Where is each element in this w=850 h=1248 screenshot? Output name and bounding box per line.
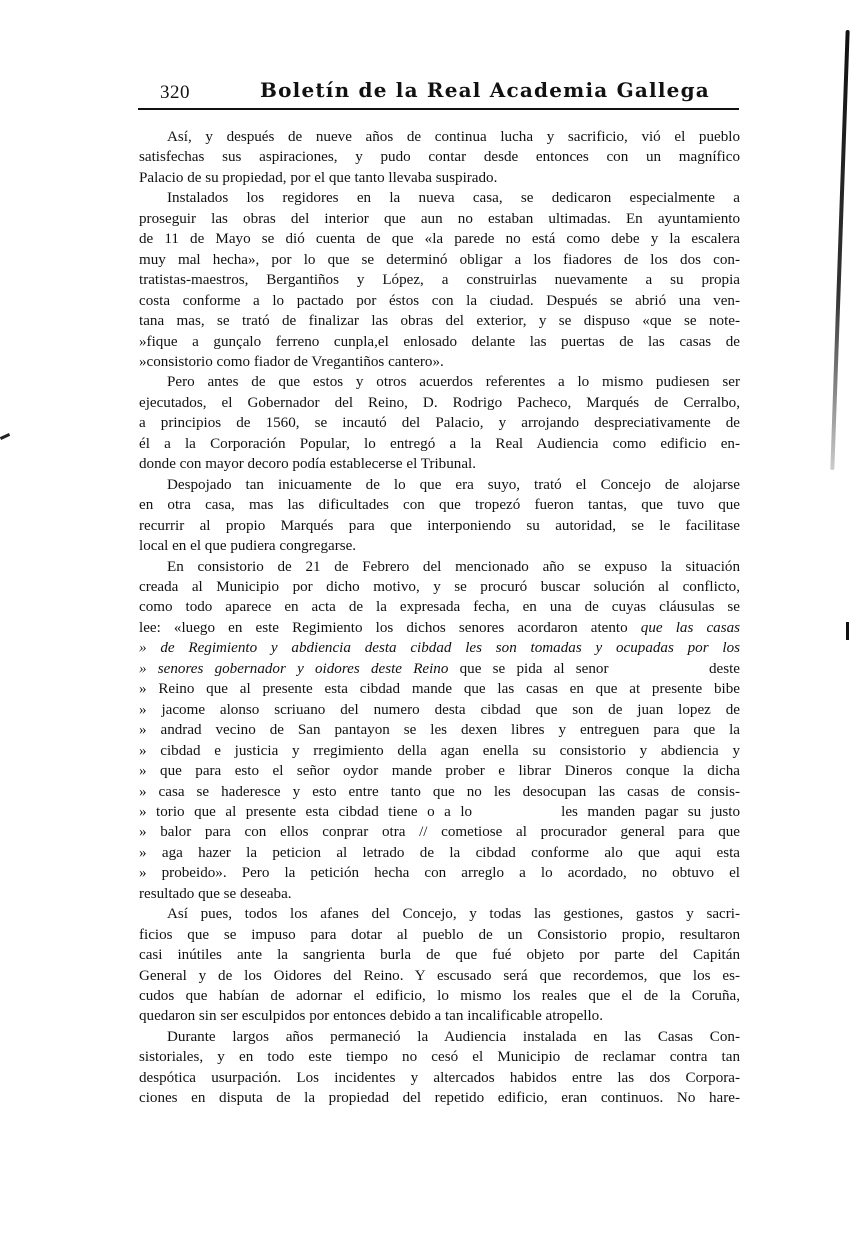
text-line: » probeido». Pero la petición hecha con arreglo a lo acordado, no obtuvo el [139, 865, 740, 882]
text-line: proseguir las obras del interior que aun no estaban ultimadas. En ayuntamiento [139, 210, 740, 227]
text-line: » aga hazer la peticion al letrado de la cibdad conforme alo que aqui esta [139, 844, 740, 861]
text-line: quedaron sin ser esculpidos por entonces debido a tan incalificable atropello. [139, 1008, 603, 1025]
text-line: Palacio de su propiedad, por el que tanto llevaba suspirado. [139, 169, 498, 186]
text-line: de 11 de Mayo se dió cuenta de que «la parede no está como debe y la escalera [139, 231, 740, 248]
text-segment: deste [708, 660, 740, 677]
text-line: casi inútiles ante la sangrienta burla de que fué objeto por parte del Capitán [139, 947, 740, 964]
text-line: General y de los Oidores del Reino. Y escusado será que recordemos, que los es- [139, 967, 740, 984]
text-line: » jacome alonso scriuano del numero desta cibdad que son de juan lopez de [139, 701, 740, 718]
text-line: tratistas-maestros, Bergantiños y López, a construirlas nuevamente a su propia [139, 272, 740, 289]
italic-segment: que las casas [640, 619, 741, 636]
text-line: En consistorio de 21 de Febrero del mencionado año se expuso la situación [167, 558, 740, 575]
text-line: Despojado tan inicuamente de lo que era suyo, trató el Concejo de alojarse [167, 476, 740, 493]
text-line: » que para esto el señor oydor mande prober e librar Dineros conque la dicha [139, 763, 740, 780]
text-line: Pero antes de que estos y otros acuerdos referentes a lo mismo pudiesen ser [167, 374, 740, 391]
paragraph [139, 904, 740, 1027]
text-line: local en el que pudiera congregarse. [139, 538, 357, 555]
text-line: donde con mayor decoro podía establecerse el Tribunal. [139, 456, 476, 473]
text-segment: les manden pagar su justo [561, 803, 741, 820]
body-text [139, 127, 740, 1109]
text-line [139, 659, 740, 679]
text-line: » Reino que al presente esta cibdad mande que las casas en que at presente bibe [139, 681, 740, 698]
text-line: resultado que se deseaba. [139, 885, 292, 902]
text-line [139, 638, 740, 658]
running-title: Boletín de la Real Academia Gallega [260, 78, 710, 102]
paragraph [139, 475, 740, 557]
text-line: en otra casa, mas las dificultades con que tropezó fueron tantas, que tuvo que [139, 497, 740, 514]
text-line: Así, y después de nueve años de continua lucha y sacrificio, vió el pueblo [167, 129, 740, 145]
scan-edge-mark [846, 622, 849, 640]
text-line: » casa se haderesce y esto entre tanto que no les desocupan las casas de consis- [139, 783, 740, 800]
text-line: creada al Municipio por dicho motivo, y se procuró buscar solución al conflicto, [139, 578, 740, 595]
italic-segment: » de Regimiento y abdiencia desta cibdad les son tomadas y ocupadas por los [139, 640, 740, 657]
paragraph-with-quotation [139, 557, 740, 905]
text-line: él a la Corporación Popular, lo entregó a la Real Audiencia como edificio en- [139, 435, 740, 452]
text-line: Instalados los regidores en la nueva casa, se dedicaron especialmente a [167, 190, 740, 207]
text-line: a principios de 1560, se incautó del Palacio, y arrojando despreciativamente de [139, 415, 740, 432]
paragraph [139, 188, 740, 372]
text-line: sistoriales, y en todo este tiempo no cesó el Municipio de reclamar contra tan [139, 1049, 740, 1066]
text-segment: que se pida al senor [448, 660, 609, 677]
paragraph [139, 1027, 740, 1109]
text-line: »consistorio como fiador de Vregantiños cantero». [139, 353, 444, 370]
text-line [139, 802, 740, 822]
text-line: muy mal hecha», por lo que se determinó obligar a los fiadores de los dos con- [139, 251, 740, 268]
text-line: satisfechas sus aspiraciones, y pudo contar desde entonces con un magnífico [139, 149, 740, 166]
text-line: » andrad vecino de San pantayon se les dexen libres y entreguen para que la [139, 722, 740, 739]
text-line: recurrir al propio Marqués para que interponiendo su autoridad, se le facilitase [139, 517, 740, 534]
italic-segment: » senores gobernador y oidores deste Reino [139, 660, 449, 677]
text-line: Así pues, todos los afanes del Concejo, y todas las gestiones, gastos y sacri- [167, 906, 740, 923]
text-line: »fique a gunçalo ferreno cunpla,el enlosado delante las puertas de las casas de [139, 333, 740, 350]
text-segment: » torio que al presente esta cibdad tiene o a lo [139, 803, 473, 820]
text-line: ejecutados, el Gobernador del Reino, D. Rodrigo Pacheco, Marqués de Cerralbo, [139, 394, 740, 411]
text-line: cudos que habían de adornar el edificio, lo mismo los reales que el de la Coruña, [139, 988, 740, 1005]
scan-edge-shadow [830, 30, 849, 470]
paragraph [139, 372, 740, 474]
text-line: como todo aparece en acta de la expresada fecha, en una de cuyas cláusulas se [139, 599, 740, 616]
text-line: Durante largos años permaneció la Audiencia instalada en las Casas Con- [167, 1028, 740, 1045]
text-line: despótica usurpación. Los incidentes y altercados habidos entre las dos Corpora- [139, 1069, 740, 1086]
text-segment: lee: «luego en este Regimiento los dichos senores acordaron atento [139, 619, 641, 636]
text-line: costa conforme a lo pactado por éstos con la ciudad. Después se abrió una ven- [139, 292, 740, 309]
text-line: » cibdad e justicia y rregimiento della agan enella su consistorio y abdiencia y [139, 742, 740, 759]
header-rule [138, 108, 739, 110]
text-line: tana mas, se trató de finalizar las obras del exterior, y se dispuso «que se note- [139, 313, 740, 330]
scan-speck [0, 433, 10, 440]
paragraph [139, 127, 740, 188]
text-line: ficios que se impuso para dotar al pueblo de un Consistorio propio, resultaron [139, 926, 740, 943]
page-header [138, 78, 738, 108]
text-line [139, 618, 740, 638]
text-line: ciones en disputa de la propiedad del repetido edificio, eran continuos. No hare- [139, 1090, 740, 1107]
page-number: 320 [160, 82, 190, 103]
text-line: » balor para con ellos conprar otra // cometiose al procurador general para que [139, 824, 740, 841]
